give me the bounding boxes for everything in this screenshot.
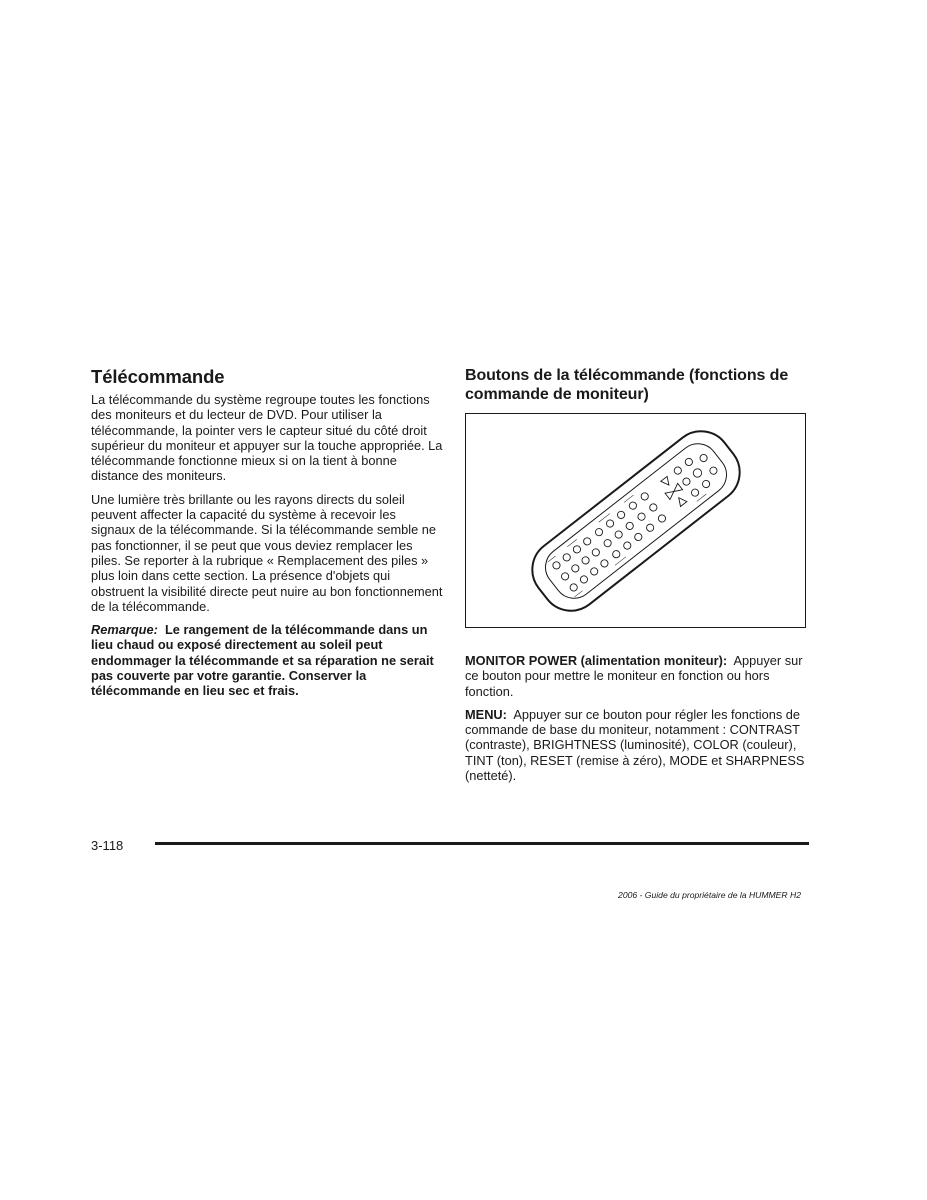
remote-control-illustration [466,414,807,629]
note-text: Le rangement de la télécommande dans un lieu chaud ou exposé directement au soleil peut endommager la télécommande et sa réparation ne serait pas couverte par votre garantie. Conserver la télécommande en lieu sec et frais. [91,622,434,699]
remote-control-figure [465,413,806,628]
page-number: 3-118 [91,838,124,853]
monitor-power-description [465,653,810,699]
right-column [465,366,810,791]
footer-divider [155,842,809,845]
monitor-power-text: Appuyer sur ce bouton pour mettre le moniteur en fonction ou hors fonction. [465,653,803,699]
caution-note [91,622,443,698]
note-label: Remarque: [91,622,158,638]
guide-title: 2006 - Guide du propriétaire de la HUMMER H2 [618,890,801,900]
menu-text: Appuyer sur ce bouton pour régler les fonctions de commande de base du moniteur, notamment : CONTRAST (contraste), BRIGHTNESS (luminosité), COLOR (couleur), TINT (ton), RESET (remise à zéro), MODE et SHARPNESS (netteté). [465,706,805,784]
section-title: Télécommande [91,366,225,387]
subsection-title: Boutons de la télécommande (fonctions de commande de moniteur) [465,367,789,403]
menu-description [465,707,810,783]
monitor-power-term: MONITOR POWER (alimentation moniteur): [465,653,728,668]
paragraph-sunlight: Une lumière très brillante ou les rayons directs du soleil peuvent affecter la capacité du système à recevoir les signaux de la télécommande. Si la télécommande semble ne pas fonctionner, il se peut que vous deviez remplacer les piles. Se reporter à la rubrique « Remplacement des piles » plus loin dans cette section. La présence d'objets qui obstruent la visibilité directe peut nuire au bon fonctionnement de la télécommande. [91,491,443,614]
left-column [91,366,443,707]
paragraph-intro: La télécommande du système regroupe toutes les fonctions des moniteurs et du lecteur de DVD. Pour utiliser la télécommande, la pointer vers le capteur situé du côté droit supérieur du moniteur et appuyer sur la touche appropriée. La télécommande fonctionne mieux si on la tient à bonne distance des moniteurs. [91,392,443,484]
menu-term: MENU: [465,706,507,722]
